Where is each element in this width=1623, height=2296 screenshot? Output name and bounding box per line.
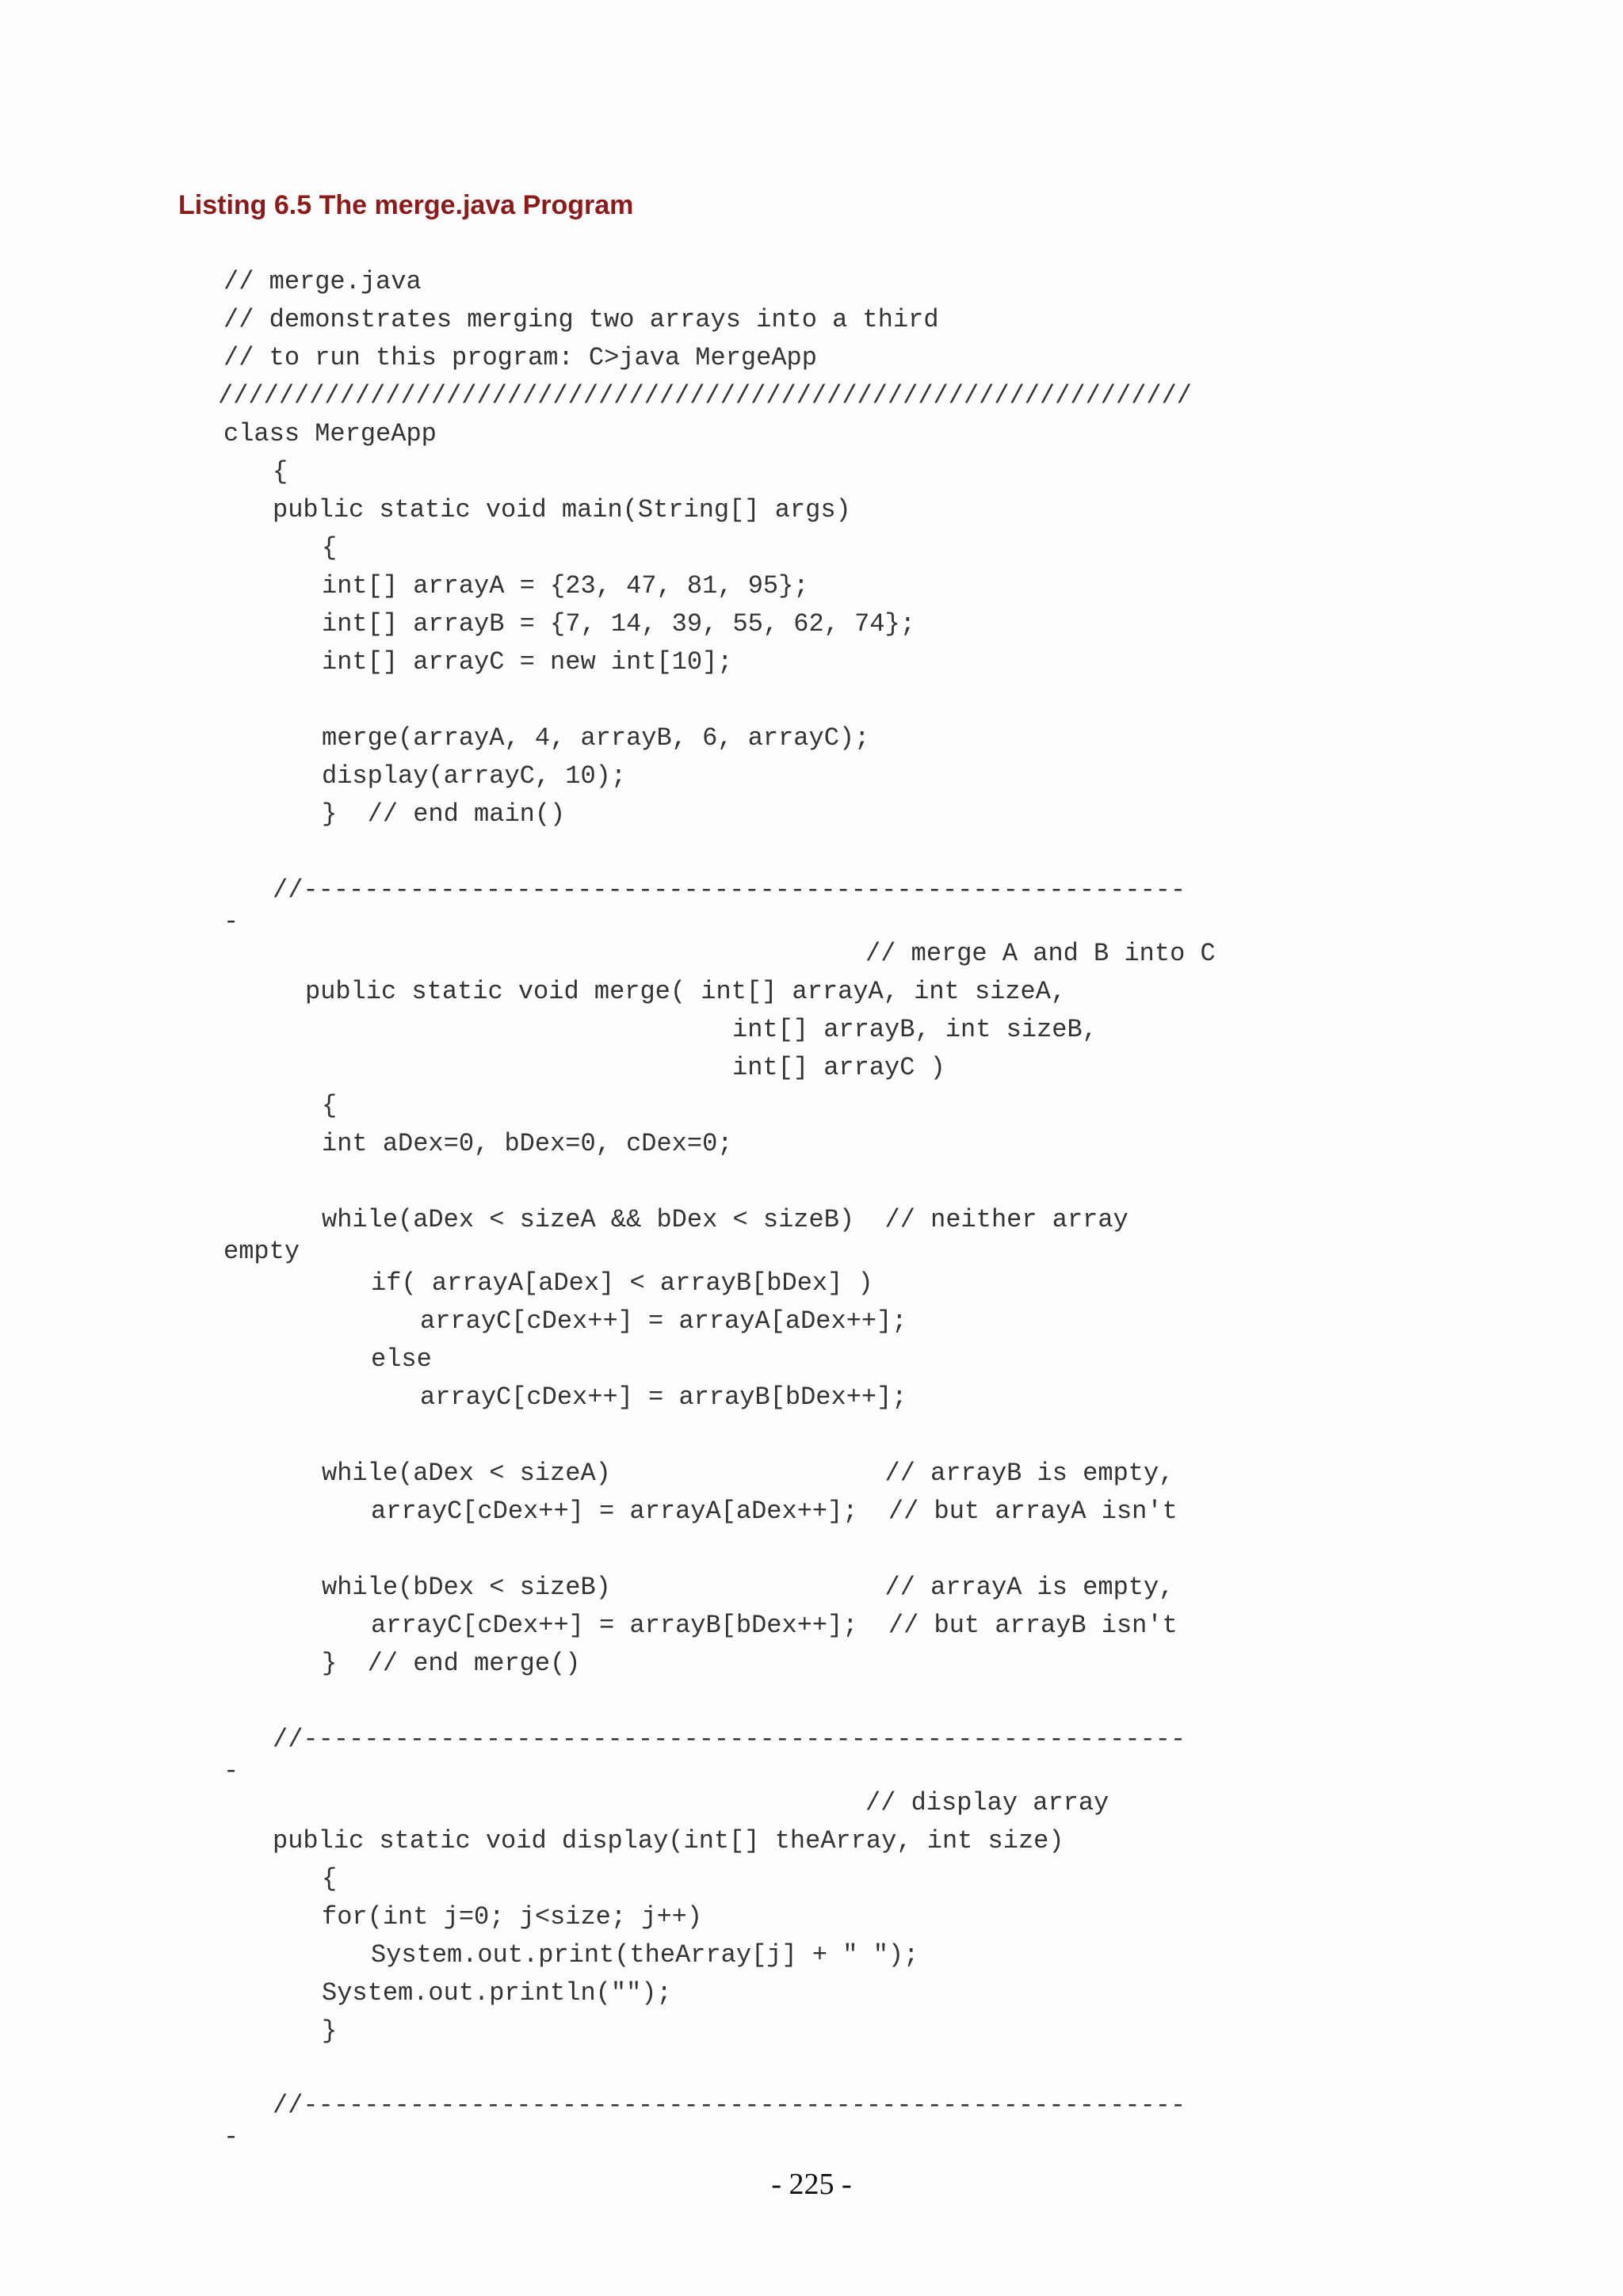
code-line: int aDex=0, bDex=0, cDex=0; <box>322 1129 733 1158</box>
code-line: { <box>322 533 338 563</box>
code-line: // merge.java <box>223 267 422 296</box>
code-line: - <box>223 907 239 936</box>
code-line: } <box>322 2016 338 2046</box>
code-line: { <box>322 1864 338 1894</box>
code-line: { <box>322 1091 338 1120</box>
code-line: System.out.println(""); <box>322 1978 672 2008</box>
code-line: - <box>223 1756 239 1786</box>
code-line: // demonstrates merging two arrays into a third <box>223 305 939 334</box>
code-line: public static void merge( int[] arrayA, int sizeA, <box>305 977 1067 1006</box>
code-line: arrayC[cDex++] = arrayA[aDex++]; // but arrayA isn't <box>371 1497 1178 1526</box>
code-line: //---------------------------------------------------------- <box>273 2091 1186 2120</box>
code-line: arrayC[cDex++] = arrayB[bDex++]; <box>420 1383 907 1412</box>
code-line: { <box>273 457 288 486</box>
code-line: int[] arrayB, int sizeB, <box>732 1015 1098 1044</box>
code-line: int[] arrayB = {7, 14, 39, 55, 62, 74}; <box>322 609 915 639</box>
code-line: // display array <box>865 1788 1109 1817</box>
code-line: int[] arrayA = {23, 47, 81, 95}; <box>322 571 809 601</box>
code-line: while(bDex < sizeB) // arrayA is empty, <box>322 1573 1174 1602</box>
code-line: //////////////////////////////////////////////////////////////// <box>218 381 1192 410</box>
code-line: } // end main() <box>322 799 566 829</box>
code-line: // merge A and B into C <box>865 939 1216 968</box>
code-line: - <box>223 2122 239 2152</box>
page-number: - 225 - <box>771 2168 852 2201</box>
code-line: //---------------------------------------------------------- <box>273 875 1186 905</box>
code-line: while(aDex < sizeA && bDex < sizeB) // neither array <box>322 1205 1128 1234</box>
code-line: } // end merge() <box>322 1649 581 1678</box>
code-line: display(arrayC, 10); <box>322 761 627 791</box>
code-line: if( arrayA[aDex] < arrayB[bDex] ) <box>371 1268 873 1298</box>
code-line: arrayC[cDex++] = arrayB[bDex++]; // but arrayB isn't <box>371 1611 1178 1640</box>
code-line: merge(arrayA, 4, arrayB, 6, arrayC); <box>322 723 870 753</box>
code-line: public static void main(String[] args) <box>273 495 851 524</box>
code-line: arrayC[cDex++] = arrayA[aDex++]; <box>420 1306 907 1336</box>
code-line: class MergeApp <box>223 419 437 448</box>
code-line: int[] arrayC = new int[10]; <box>322 647 733 677</box>
code-line: int[] arrayC ) <box>732 1053 945 1082</box>
code-line: //---------------------------------------------------------- <box>273 1725 1186 1754</box>
code-line: System.out.print(theArray[j] + " "); <box>371 1940 919 1970</box>
code-line: // to run this program: C>java MergeApp <box>223 343 817 372</box>
code-line: while(aDex < sizeA) // arrayB is empty, <box>322 1459 1174 1488</box>
code-line: for(int j=0; j<size; j++) <box>322 1902 703 1932</box>
code-line: else <box>371 1344 432 1374</box>
code-line: empty <box>223 1237 300 1266</box>
code-line: public static void display(int[] theArray, int size) <box>273 1826 1064 1855</box>
listing-title: Listing 6.5 The merge.java Program <box>178 190 634 220</box>
